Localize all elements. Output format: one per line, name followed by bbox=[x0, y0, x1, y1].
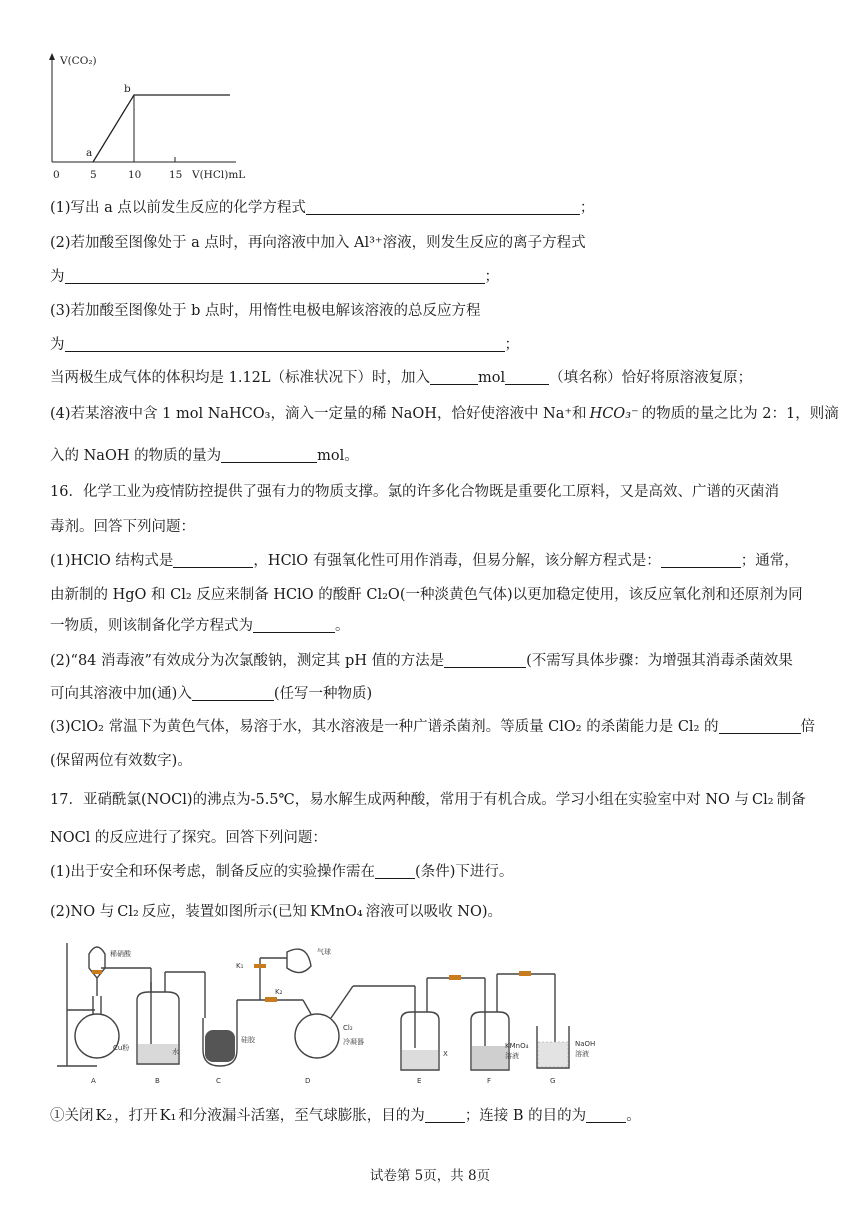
q15-part1: (1)写出 a 点以前发生反应的化学方程式 ； bbox=[50, 200, 595, 216]
apparatus-diagram bbox=[55, 938, 635, 1088]
liquid-g bbox=[538, 1042, 568, 1067]
q17-sub1: ①关闭 K₂ ，打开 K₁ 和分液漏斗活塞，至气球膨胀，目的为 ；连接 B 的目的为 。 bbox=[50, 1108, 641, 1124]
letter-g: G bbox=[550, 1077, 556, 1085]
liquid-e bbox=[402, 1050, 438, 1069]
tube-d-in bbox=[303, 1000, 311, 1014]
q15-part4-cont: 入的 NaOH 的物质的量为 mol。 bbox=[50, 448, 359, 464]
label-k2: K₂ bbox=[275, 988, 283, 996]
q15-part3: (3)若加酸至图像处于 b 点时，用惰性电极电解该溶液的总反应方程 bbox=[50, 303, 481, 319]
q16-part3-2: (保留两位有效数字)。 bbox=[50, 753, 192, 769]
label-funnel: 稀硝酸 bbox=[110, 950, 131, 958]
q15-part2-cont: 为 ； bbox=[50, 269, 499, 285]
q15-part3-extra: 当两极生成气体的体积均是 1.12L（标准状况下）时，加入 mol （填名称）恰好将原溶液复原； bbox=[50, 370, 753, 386]
letter-b: B bbox=[155, 1077, 160, 1085]
liquid-f bbox=[472, 1046, 508, 1069]
answer-blank[interactable] bbox=[375, 864, 415, 880]
label-k1: K₁ bbox=[236, 962, 244, 970]
q15-part4: (4)若某溶液中含 1 mol NaHCO₃，滴入一定量的稀 NaOH，恰好使溶液中 Na⁺和 HCO₃⁻ 的物质的量之比为 2：1，则滴 bbox=[50, 406, 839, 422]
answer-blank[interactable] bbox=[719, 719, 801, 735]
answer-blank[interactable] bbox=[192, 686, 274, 702]
q16-part1-2: 由新制的 HgO 和 Cl₂ 反应来制备 HClO 的酸酐 Cl₂O(一种淡黄色气体)以更加稳定使用，该反应氧化剂和还原剂为同 bbox=[50, 587, 803, 603]
q16-part3: (3)ClO₂ 常温下为黄色气体，易溶于水，其水溶液是一种广谱杀菌剂。等质量 ClO₂ 的杀菌能力是 Cl₂ 的 倍 bbox=[50, 719, 815, 735]
page-footer: 试卷第 5页，共 8页 bbox=[369, 1168, 491, 1184]
stopcock-k2 bbox=[265, 997, 277, 1002]
co2-volume-graph bbox=[40, 50, 260, 185]
q16-intro: 16．化学工业为疫情防控提供了强有力的物质支撑。氯的许多化合物既是重要化工原料，又是高效、广谱的灭菌消 bbox=[50, 484, 779, 500]
answer-blank[interactable] bbox=[65, 337, 505, 353]
balloon bbox=[287, 949, 311, 972]
k2-symbol: K₂ bbox=[95, 1108, 113, 1124]
label-silica: 硅胶 bbox=[241, 1036, 255, 1044]
kmno4-formula: KMnO₄ bbox=[309, 904, 363, 920]
x-axis-label: V(HCl)mL bbox=[192, 169, 246, 181]
label-naoh-2: 溶液 bbox=[575, 1050, 589, 1058]
q17-part1: (1)出于安全和环保考虑，制备反应的实验操作需在 (条件)下进行。 bbox=[50, 864, 514, 880]
q17-intro-2: NOCl 的反应进行了探究。回答下列问题： bbox=[50, 830, 327, 846]
cl2-formula: Cl₂ bbox=[752, 792, 774, 808]
label-balloon: 气球 bbox=[317, 948, 331, 956]
answer-blank[interactable] bbox=[505, 370, 549, 386]
label-kmno4-2: 溶液 bbox=[505, 1052, 519, 1060]
x-tick-15: 15 bbox=[169, 169, 183, 181]
x-tick-10: 10 bbox=[128, 169, 142, 181]
letter-a: A bbox=[91, 1077, 96, 1085]
k1-symbol: K₁ bbox=[159, 1108, 177, 1124]
q17-intro: 17．亚硝酰氯(NOCl)的沸点为-5.5℃，易水解生成两种酸，常用于有机合成。学习小组在实验室中对 NO 与 Cl₂ 制备 bbox=[50, 792, 806, 808]
point-b-label: b bbox=[124, 83, 131, 95]
q16-intro-2: 毒剂。回答下列问题： bbox=[50, 519, 195, 535]
silica-gel bbox=[205, 1030, 235, 1062]
x-tick-5: 5 bbox=[90, 169, 97, 181]
label-cl2: Cl₂ bbox=[343, 1024, 353, 1032]
letter-d: D bbox=[305, 1077, 311, 1085]
answer-blank[interactable] bbox=[661, 553, 741, 569]
stopcock-fg bbox=[519, 971, 531, 976]
hco3-ion: HCO₃⁻ bbox=[589, 406, 639, 422]
stopcock-funnel bbox=[92, 970, 102, 974]
tube-d-out bbox=[331, 986, 353, 1018]
cl2-formula: Cl₂ bbox=[117, 904, 139, 920]
answer-blank[interactable] bbox=[430, 370, 478, 386]
origin-label: 0 bbox=[53, 169, 60, 181]
y-axis-arrow bbox=[49, 53, 55, 60]
answer-blank[interactable] bbox=[306, 200, 580, 216]
q17-part2: (2)NO 与 Cl₂ 反应，装置如图所示(已知 KMnO₄ 溶液可以吸收 NO)。 bbox=[50, 904, 502, 920]
answer-blank[interactable] bbox=[173, 553, 253, 569]
q15-part3-cont: 为 ； bbox=[50, 337, 519, 353]
answer-blank[interactable] bbox=[65, 269, 485, 285]
flask-d bbox=[295, 1014, 339, 1058]
answer-blank[interactable] bbox=[586, 1108, 626, 1124]
stopcock-k1 bbox=[254, 964, 266, 968]
letter-c: C bbox=[216, 1077, 221, 1085]
curve bbox=[93, 95, 230, 162]
answer-blank[interactable] bbox=[444, 653, 526, 669]
label-naoh: NaOH bbox=[575, 1040, 596, 1048]
q16-part1: (1)HClO 结构式是 ，HClO 有强氧化性可用作消毒，但易分解，该分解方程式是： ；通常， bbox=[50, 553, 799, 569]
answer-blank[interactable] bbox=[425, 1108, 465, 1124]
label-water: 水 bbox=[172, 1048, 179, 1056]
q15-part2: (2)若加酸至图像处于 a 点时，再向溶液中加入 Al³⁺溶液，则发生反应的离子方程式 bbox=[50, 235, 586, 251]
q16-part2: (2)“84 消毒液”有效成分为次氯酸钠，测定其 pH 值的方法是 (不需写具体步骤：为增强其消毒杀菌效果 bbox=[50, 653, 793, 669]
y-axis-label: V(CO₂) bbox=[60, 55, 97, 67]
stopcock-ef bbox=[449, 975, 461, 980]
q16-part1-3: 一物质，则该制备化学方程式为 。 bbox=[50, 618, 350, 634]
label-cu: Cu粉 bbox=[113, 1044, 130, 1052]
answer-blank[interactable] bbox=[221, 448, 317, 464]
point-a-label: a bbox=[86, 147, 93, 159]
label-kmno4: KMnO₄ bbox=[505, 1042, 529, 1050]
label-condenser: 冷凝器 bbox=[343, 1038, 364, 1046]
answer-blank[interactable] bbox=[253, 618, 335, 634]
label-x: X bbox=[443, 1050, 448, 1058]
q16-part2-2: 可向其溶液中加(通)入 (任写一种物质) bbox=[50, 686, 373, 702]
letter-f: F bbox=[487, 1077, 492, 1085]
letter-e: E bbox=[417, 1077, 422, 1085]
